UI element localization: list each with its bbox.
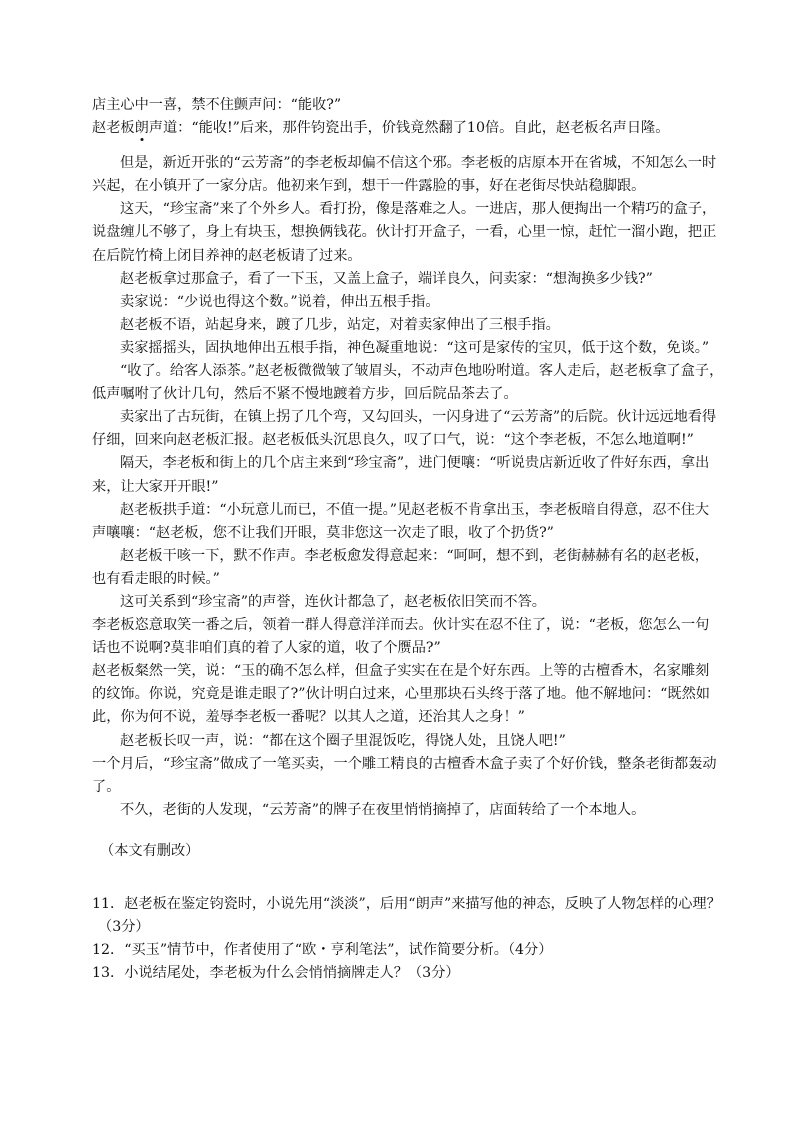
paragraph-line: 赵老板不语，站起身来，踱了几步，站定，对着卖家伸出了三根手指。	[120, 316, 560, 333]
paragraph-line: 话也不说啊?莫非咱们真的着了人家的道，收了个赝品?”	[92, 640, 441, 657]
paragraph-line: 仔细，回来向赵老板汇报。赵老板低头沉思良久，叹了口气，说：“这个李老板，不怎么地道啊!”	[92, 432, 694, 449]
paragraph-line: 赵老板长叹一声，说：“都在这个圈子里混饭吃，得饶人处，且饶人吧!”	[120, 732, 566, 749]
question-11-score: （3分）	[98, 919, 150, 936]
paragraph-line: 此，你为何不说，羞辱李老板一番呢？以其人之道，还治其人之身！”	[92, 709, 525, 726]
paragraph-line: 来，让大家开开眼!”	[92, 478, 219, 495]
paragraph-line: 低声嘱咐了伙计几句，然后不紧不慢地踱着方步，回后院品茶去了。	[92, 386, 518, 403]
paragraph-line: 兴起，在小镇开了一家分店。他初来乍到，想干一件露脸的事，好在老街尽快站稳脚跟。	[92, 178, 646, 195]
paragraph-line: 李老板恣意取笑一番之后，领着一群人得意洋洋而去。伙计实在忍不住了，说：“老板，您怎么一句	[92, 617, 710, 634]
paragraph-line: 声嚷嚷：“赵老板，您不让我们开眼，莫非您这一次走了眼，收了个扔货?”	[92, 524, 554, 541]
paragraph-line: 说盘缠儿不够了，身上有块玉，想换俩钱花。伙计打开盒子，一看，心里一惊，赶忙一溜小跑，把正	[92, 224, 717, 241]
paragraph-line: 卖家出了古玩街，在镇上拐了几个弯，又勾回头，一闪身进了“云芳斋”的后院。伙计远远地看得	[120, 409, 717, 426]
paragraph-line: 了。	[92, 778, 121, 795]
paragraph-line: 也有看走眼的时候。”	[92, 570, 220, 587]
paragraph-line-emphasis: 赵老板朗声道：“能收!”后来，那件钧瓷出手，价钱竟然翻了10倍。自此，赵老板名声日隆。	[92, 120, 670, 137]
paragraph-line: 赵老板拿过那盒子，看了一下玉，又盖上盒子，端详良久，问卖家：“想淘换多少钱?”	[120, 270, 653, 287]
paragraph-line: 店主心中一喜，禁不住颤声问：“能收?”	[92, 97, 342, 113]
paragraph-line: “收了。给客人添茶。”赵老板微微皱了皱眉头，不动声色地吩咐道。客人走后，赵老板拿了盒子，	[120, 363, 724, 380]
question-13: 13．小说结尾处，李老板为什么会悄悄摘牌走人？（3分）	[92, 965, 460, 982]
paragraph-line: 卖家摇摇头，固执地伸出五根手指，神色凝重地说：“这可是家传的宝贝，低于这个数，免谈。”	[120, 339, 710, 356]
paragraph-line: 这天，“珍宝斋”来了个外乡人。看打扮，像是落难之人。一进店，那人便掏出一个精巧的盒子，	[120, 201, 717, 218]
paragraph-line: 不久，老街的人发现，“云芳斋”的牌子在夜里悄悄摘掉了，店面转给了一个本地人。	[120, 801, 646, 818]
article-body	[92, 94, 724, 863]
paragraph-line: 在后院竹椅上闭目养神的赵老板请了过来。	[92, 247, 362, 264]
paragraph-line: 卖家说：“少说也得这个数。”说着，伸出五根手指。	[120, 293, 440, 310]
paragraph-line: 隔天，李老板和街上的几个店主来到“珍宝斋”，进门便嚷：“听说贵店新近收了件好东西，拿出	[120, 455, 710, 472]
questions-section	[92, 893, 721, 985]
question-12: 12．“买玉”情节中，作者使用了“欧・亨利笔法”，试作简要分析。（4分）	[92, 942, 553, 959]
paragraph-line: 赵老板干咳一下，默不作声。李老板愈发得意起来：“呵呵，想不到，老街赫赫有名的赵老板，	[120, 547, 709, 564]
paragraph-line: 赵老板粲然一笑，说：“玉的确不怎么样，但盒子实实在在是个好东西。上等的古檀香木，名家雕刻	[92, 663, 710, 680]
edit-note: （本文有删改）	[100, 842, 200, 859]
paragraph-line: 但是，新近开张的“云芳斋”的李老板却偏不信这个邪。李老板的店原本开在省城，不知怎么一时	[120, 155, 717, 172]
question-11: 11．赵老板在鉴定钧瓷时，小说先用“淡淡”，后用“朗声”来描写他的神态，反映了人物怎样的心理？	[92, 896, 721, 912]
paragraph-line: 赵老板拱手道：“小玩意儿而已，不值一提。”见赵老板不肯拿出玉，李老板暗自得意，忍不住大	[120, 501, 710, 518]
paragraph-line: 的纹饰。你说，究竟是谁走眼了?”伙计明白过来，心里那块石头终于落了地。他不解地问：“既然如	[92, 686, 710, 703]
paragraph-line: 一个月后，“珍宝斋”做成了一笔买卖，一个雕工精良的古檀香木盒子卖了个好价钱，整条老街都轰动	[92, 755, 717, 772]
emphasis-mark: 朗	[134, 120, 149, 137]
paragraph-line: 这可关系到“珍宝斋”的声誉，连伙计都急了，赵老板依旧笑而不答。	[120, 593, 546, 610]
